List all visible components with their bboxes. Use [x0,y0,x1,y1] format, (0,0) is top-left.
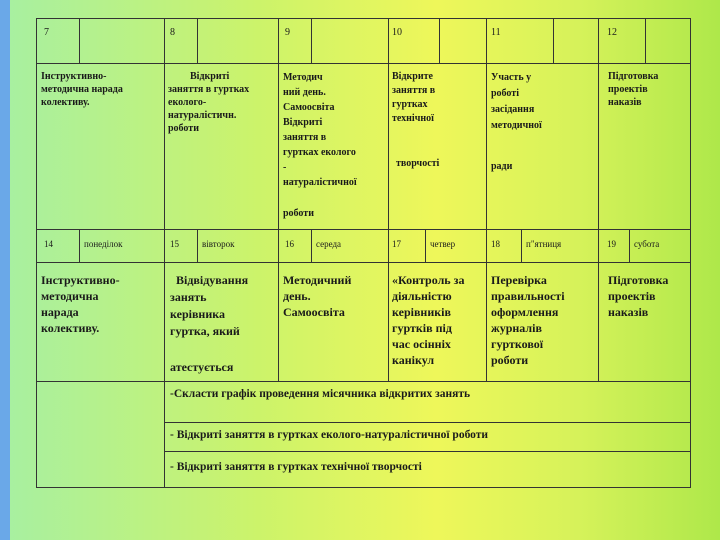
activity-text: атестується [170,360,234,374]
activity-text: Перевірка правильності оформлення журналів гурткової роботи [491,273,565,367]
day-number: 8 [170,27,175,38]
activity-text: Інструктивно- методична нарада колективу. [41,71,123,108]
activity-text: Відвідування занять керівника гуртка, який [170,273,249,338]
week-day-number: 19 [607,239,616,249]
activity-text: Методич ний день. Самоосвіта Відкриті заняття в гуртках еколого - натуралістичної роботи [283,72,357,219]
header-cell [553,18,599,64]
activity-text: Інструктивно- методична нарада колективу. [41,273,120,335]
week-day-name: вівторок [202,239,235,249]
week-day-number: 18 [491,239,500,249]
plan-item: - Відкриті заняття в гуртках еколого-натуралістичної роботи [170,429,489,441]
week-day-name: субота [634,239,660,249]
week-cell [36,229,80,263]
header-cell [79,18,165,64]
activity-text: «Контроль за діяльністю керівників гуртків під час осінніх канікул [392,273,465,367]
left-accent-bar [0,0,10,540]
week-day-number: 17 [392,239,401,249]
header-cell [164,18,198,64]
empty-cell [36,381,165,488]
activity-text: творчості [396,158,440,169]
header-cell [278,18,312,64]
week-day-number: 14 [44,239,53,249]
schedule-sheet [10,0,720,540]
plan-item: -Скласти графік проведення місячника відкритих занять [170,388,471,400]
activity-text: Відкриті заняття в гуртках еколого- натуралістичн. роботи [168,71,250,134]
week-day-name: середа [316,239,342,249]
day-number: 11 [491,27,501,38]
week-day-number: 15 [170,239,179,249]
activity-text: Відкрите заняття в гуртках технічної [392,71,436,124]
day-number: 12 [607,27,617,38]
week-day-number: 16 [285,239,294,249]
activity-text: Участь у роботі засідання методичної [491,72,542,131]
day-number: 7 [44,27,49,38]
header-cell [486,18,554,64]
activity-text: Підготовка проектів наказів [608,273,669,319]
header-cell [439,18,487,64]
header-cell [197,18,279,64]
day-number: 9 [285,27,290,38]
header-cell [645,18,691,64]
activity-text: ради [491,161,513,172]
activity-text: Методичний день. Самоосвіта [283,273,352,319]
week-day-name: понеділок [84,239,123,249]
day-number: 10 [392,27,402,38]
week-day-name: четвер [430,239,456,249]
week-cell [278,229,312,263]
activity-text: Підготовка проектів наказів [608,71,659,108]
header-cell [36,18,80,64]
plan-item: - Відкриті заняття в гуртках технічної творчості [170,461,422,473]
week-day-name: п"ятниця [526,239,562,249]
header-cell [311,18,389,64]
header-cell [388,18,440,64]
header-cell [598,18,646,64]
